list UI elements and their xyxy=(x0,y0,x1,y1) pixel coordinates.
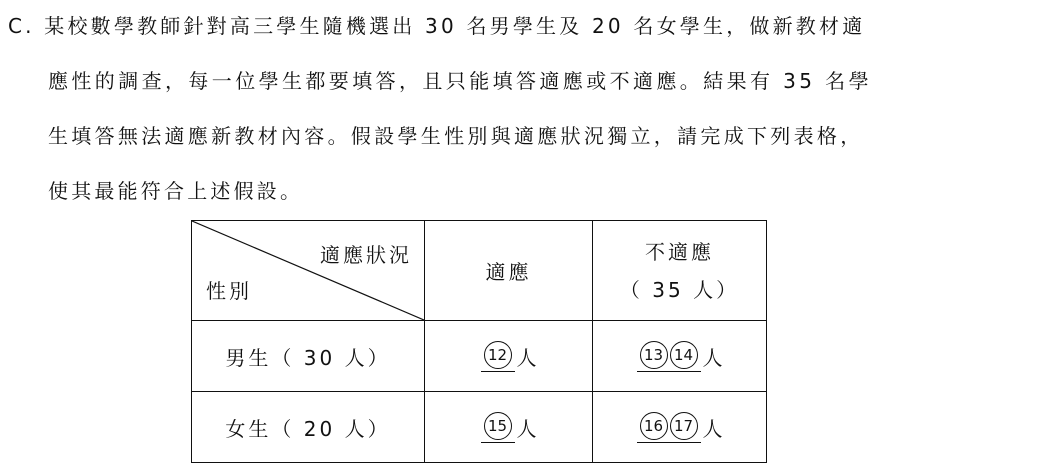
problem-line-2: 應性的調查，每一位學生都要填答，且只能填答適應或不適應。結果有 35 名學 xyxy=(48,69,872,93)
table-header-row xyxy=(192,221,767,321)
problem-line-3: 生填答無法適應新教材內容。假設學生性別與適應狀況獨立，請完成下列表格， xyxy=(48,124,864,148)
table-row xyxy=(192,321,767,392)
table-row xyxy=(192,392,767,463)
header-adapt-label: 適應 xyxy=(485,260,532,284)
corner-column-label: 適應狀況 xyxy=(320,243,412,267)
unit-label: 人 xyxy=(516,345,537,370)
diagonal-line xyxy=(192,221,424,320)
row-label-male: 男生（ 30 人） xyxy=(192,321,425,392)
problem-line-4: 使其最能符合上述假設。 xyxy=(48,179,304,203)
cell-male-adapt xyxy=(425,321,593,392)
unit-label: 人 xyxy=(702,345,723,370)
corner-row-label: 性別 xyxy=(206,279,252,303)
unit-label: 人 xyxy=(702,416,723,441)
blank-number-12: 12 xyxy=(484,341,512,369)
problem-line-1: C. 某校數學教師針對高三學生隨機選出 30 名男學生及 20 名女學生，做新教材適 xyxy=(8,14,866,38)
answer-blank-12[interactable] xyxy=(481,341,515,372)
header-not-adapt-count: （ 35 人） xyxy=(619,277,740,302)
header-not-adapt-label: 不適應 xyxy=(645,239,714,264)
blank-number-15: 15 xyxy=(484,412,512,440)
cell-male-not-adapt xyxy=(593,321,767,392)
contingency-table xyxy=(191,220,767,463)
cell-female-adapt xyxy=(425,392,593,463)
corner-cell xyxy=(192,221,425,321)
blank-number-13: 13 xyxy=(640,341,668,369)
blank-number-14: 14 xyxy=(670,341,698,369)
answer-blank-15[interactable] xyxy=(481,412,515,443)
unit-label: 人 xyxy=(516,416,537,441)
header-not-adapt-stack xyxy=(593,233,766,309)
blank-number-17: 17 xyxy=(670,412,698,440)
header-adapt xyxy=(425,221,593,321)
blank-number-16: 16 xyxy=(640,412,668,440)
answer-blank-13-14[interactable] xyxy=(637,341,701,372)
header-not-adapt xyxy=(593,221,767,321)
row-label-female: 女生（ 20 人） xyxy=(192,392,425,463)
cell-female-not-adapt xyxy=(593,392,767,463)
answer-blank-16-17[interactable] xyxy=(637,412,701,443)
